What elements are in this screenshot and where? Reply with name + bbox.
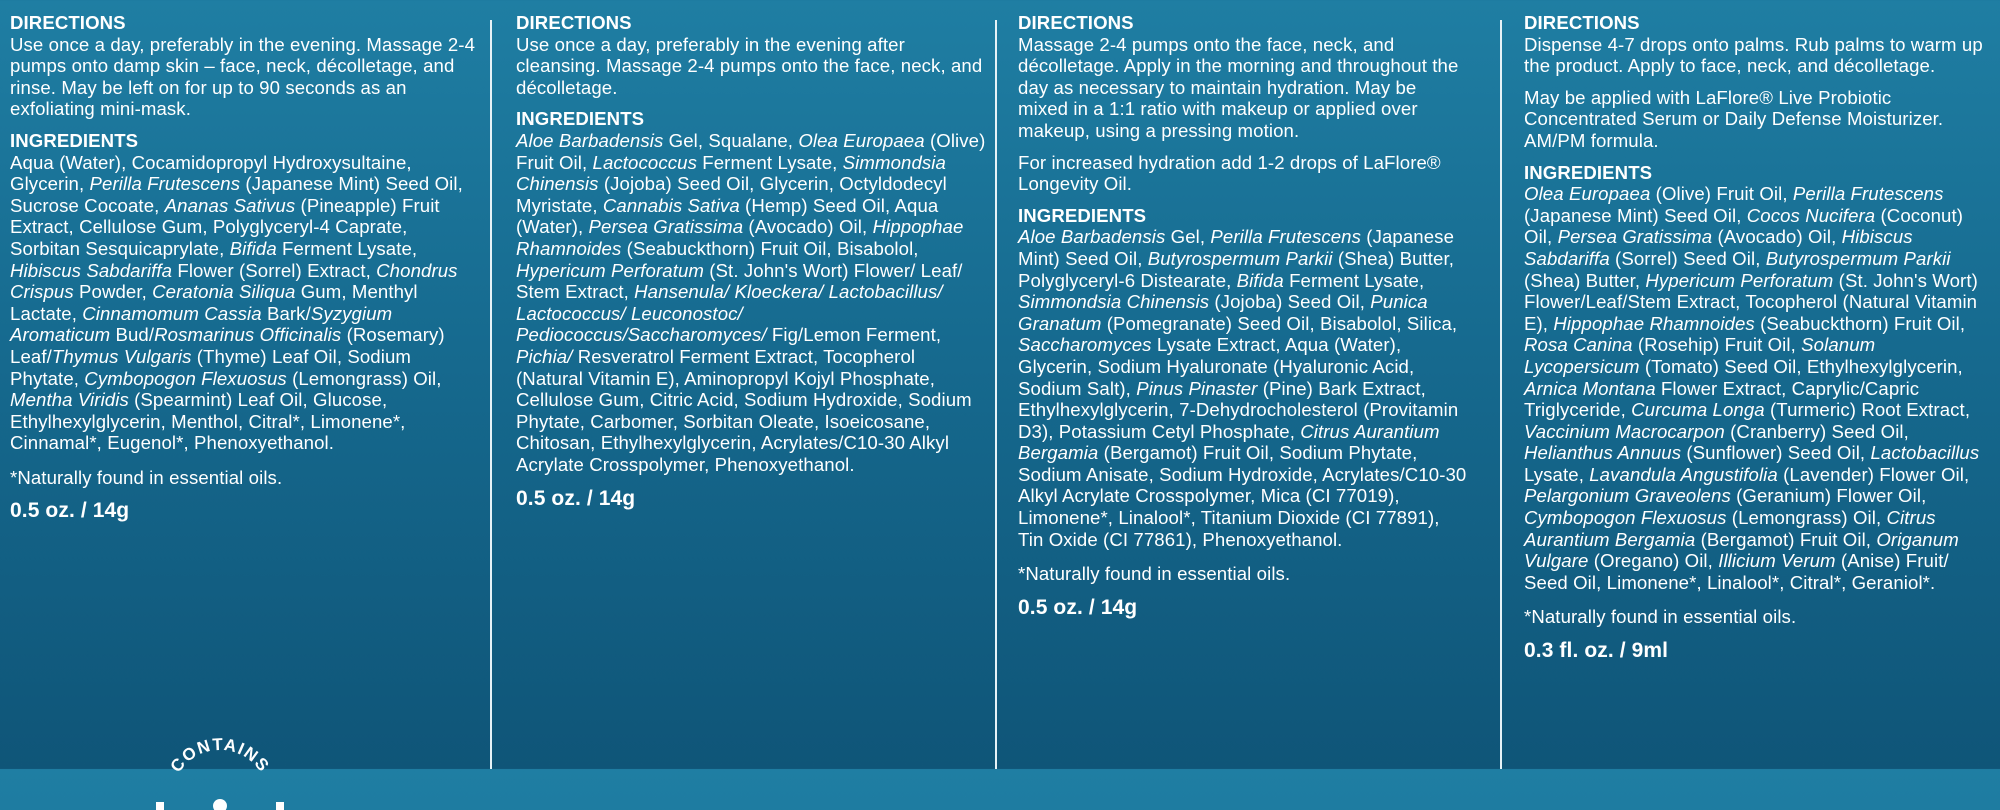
ingredient-text: Bark/ bbox=[261, 302, 311, 324]
svg-text:CONTAINS bbox=[167, 735, 274, 776]
column-divider bbox=[490, 20, 492, 769]
botanical-name: Chondrus Crispus bbox=[10, 259, 458, 303]
botanical-name: Arnica Montana bbox=[1524, 377, 1656, 399]
ingredient-text: Powder, bbox=[73, 281, 153, 303]
contains-badge-icon bbox=[150, 720, 290, 810]
ingredient-text: Gel, Squalane, bbox=[663, 129, 799, 151]
ingredient-text: (Pineapple) Fruit Extract, Cellulose Gum, Polyglyceryl-4 Caprate, Sorbitan Sesquicaprylate, bbox=[10, 194, 440, 259]
ingredient-text: (Shea) Butter, Polyglyceryl-6 Distearate, bbox=[1018, 247, 1455, 291]
ingredients-heading: INGREDIENTS bbox=[1524, 161, 1653, 183]
ingredients-heading: INGREDIENTS bbox=[1018, 204, 1147, 226]
ingredient-text: Ferment Lysate, bbox=[1283, 269, 1425, 291]
ingredient-text: Gum, Menthyl Lactate, bbox=[10, 281, 418, 324]
botanical-name: Cymbopogon Flexuosus bbox=[84, 367, 287, 389]
ingredient-text: (Rosemary) Leaf/ bbox=[10, 324, 445, 367]
ingredient-text: Bud/ bbox=[110, 324, 155, 346]
ingredient-text: (Jojoba) Seed Oil, bbox=[1209, 291, 1371, 313]
ingredient-text: (Japanese Mint) Seed Oil, bbox=[1524, 204, 1747, 226]
ingredient-text: (Olive) Fruit Oil, bbox=[1650, 183, 1793, 205]
ingredient-text: Fig/Lemon Ferment, bbox=[766, 324, 942, 346]
botanical-name: Saccharomyces bbox=[1018, 334, 1152, 356]
ingredient-text: (Rosehip) Fruit Oil, bbox=[1632, 334, 1802, 356]
ingredient-text: (Sunflower) Seed Oil, bbox=[1681, 442, 1871, 464]
ingredient-text: (Oregano) Oil, bbox=[1588, 550, 1719, 572]
botanical-name: Origanum Vulgare bbox=[1524, 528, 1959, 572]
botanical-name: Lavandula Angustifolia bbox=[1589, 463, 1778, 485]
botanical-name: Hypericum Perforatum bbox=[516, 259, 704, 281]
ingredient-text: Lysate, bbox=[1524, 463, 1590, 485]
botanical-name: Thymus Vulgaris bbox=[51, 345, 192, 367]
ingredient-text: (Jojoba) Seed Oil, Glycerin, Octyldodecyl Myristate, bbox=[516, 173, 947, 216]
ingredient-text: (Shea) Butter, bbox=[1524, 269, 1646, 291]
ingredient-text: (Spearmint) Leaf Oil, Glucose, Ethylhexylglycerin, Menthol, Citral*, Limonene*, Cinnamal*, Eugenol*, Phenoxyethanol. bbox=[10, 389, 406, 454]
pairing-tip: May be applied with LaFlore® Live Probiotic Concentrated Serum or Daily Defense Moisturizer. AM/PM formula. bbox=[1524, 86, 1944, 151]
ingredient-text: (Bergamot) Fruit Oil, bbox=[1695, 528, 1877, 550]
ingredient-text: (St. John's Wort) Flower/Leaf/Stem Extract, Tocopherol (Natural Vitamin E), bbox=[1524, 269, 1978, 334]
column-4 bbox=[1524, 12, 1996, 662]
botanical-name: Cannabis Sativa bbox=[602, 194, 740, 216]
column-2 bbox=[516, 12, 986, 510]
botanical-name: Perilla Frutescens bbox=[1210, 226, 1362, 248]
botanical-name: Bifida bbox=[229, 237, 277, 259]
botanical-name: Aloe Barbadensis bbox=[516, 129, 664, 151]
ingredients-text bbox=[10, 152, 480, 454]
ingredient-text: (Seabuckthorn) Fruit Oil, bbox=[1754, 312, 1966, 334]
ingredient-text: Resveratrol Ferment Extract, Tocopherol (Natural Vitamin E), Aminopropyl Kojyl Phosphate, Cellulose Gum, Citric Acid, Sodium Hydroxide, Sodium Phytate, Carbomer, Sorbitan Oleate, Isoeicosane, Chitosan, Ethylhexylglycerin, Acrylates/C10-30 Alkyl Acrylate Crosspolymer, Phenoxyethanol. bbox=[516, 345, 972, 475]
column-1 bbox=[10, 12, 480, 522]
badge-label: CONTAINS bbox=[166, 734, 274, 776]
ingredient-text: Ferment Lysate, bbox=[276, 237, 418, 259]
botanical-name: Persea Gratissima bbox=[1557, 226, 1713, 248]
ingredients-text bbox=[516, 130, 986, 476]
product-size: 0.5 oz. / 14g bbox=[516, 487, 636, 511]
botanical-name: Simmondsia Chinensis bbox=[1018, 291, 1210, 313]
ingredients-heading: INGREDIENTS bbox=[516, 108, 645, 130]
botanical-name: Olea Europaea bbox=[798, 129, 925, 151]
essential-oils-note: *Naturally found in essential oils. bbox=[10, 466, 283, 488]
botanical-name: Cocos Nucifera bbox=[1746, 204, 1876, 226]
essential-oils-note: *Naturally found in essential oils. bbox=[1018, 563, 1291, 585]
botanical-name: Bifida bbox=[1236, 269, 1284, 291]
botanical-name: Hippophae Rhamnoides bbox=[516, 216, 964, 259]
botanical-name: Mentha Viridis bbox=[10, 389, 129, 411]
botanical-name: Perilla Frutescens bbox=[1792, 183, 1944, 205]
botanical-name: Lactococcus bbox=[592, 151, 697, 173]
column-divider bbox=[1500, 20, 1502, 769]
ingredient-text: (Geranium) Flower Oil, bbox=[1730, 485, 1927, 507]
ingredient-text: (Coconut) Oil, bbox=[1524, 204, 1964, 248]
directions-heading: DIRECTIONS bbox=[1018, 12, 1134, 33]
essential-oils-note: *Naturally found in essential oils. bbox=[1524, 606, 1797, 628]
botanical-name: Solanum Lycopersicum bbox=[1524, 334, 1876, 377]
column-3 bbox=[1018, 12, 1468, 618]
botanical-name: Rosa Canina bbox=[1524, 334, 1633, 356]
botanical-name: Simmondsia Chinensis bbox=[516, 151, 946, 195]
botanical-name: Hibiscus Sabdariffa bbox=[10, 259, 173, 281]
botanical-name: Pichia/ bbox=[516, 345, 573, 367]
column-divider bbox=[995, 20, 997, 769]
ingredient-text: (Anise) Fruit/ Seed Oil, Limonene*, Linalool*, Citral*, Geraniol*. bbox=[1524, 550, 1949, 593]
ingredient-text: (Japanese Mint) Seed Oil, Sucrose Cocoate, bbox=[10, 173, 463, 216]
directions-text: Use once a day, preferably in the evening. Massage 2-4 pumps onto damp skin – face, neck, décolletage, and rinse. May be left on for up to 90 seconds as an exfoliating mini-mask. bbox=[10, 33, 476, 120]
botanical-name: Ananas Sativus bbox=[164, 194, 296, 216]
ingredients-text bbox=[1524, 183, 1996, 593]
ingredient-text: Ferment Lysate, bbox=[696, 151, 843, 173]
directions-heading: DIRECTIONS bbox=[10, 12, 126, 33]
botanical-name: Citrus Aurantium Bergamia bbox=[1524, 507, 1936, 550]
botanical-name: Punica Granatum bbox=[1018, 291, 1428, 334]
ingredient-text: (Avocado) Oil, bbox=[1712, 226, 1842, 248]
botanical-name: Pinus Pinaster bbox=[1136, 377, 1258, 399]
botanical-name: Cinnamomum Cassia bbox=[82, 302, 262, 324]
ingredient-text: Flower (Sorrel) Extract, bbox=[172, 259, 377, 281]
ingredient-text: (Cranberry) Seed Oil, bbox=[1724, 420, 1909, 442]
hydration-tip: For increased hydration add 1-2 drops of LaFlore® Longevity Oil. bbox=[1018, 151, 1441, 195]
directions-heading: DIRECTIONS bbox=[516, 12, 632, 33]
botanical-name: Olea Europaea bbox=[1524, 183, 1651, 205]
ingredient-text: (Japanese Mint) Seed Oil, bbox=[1018, 226, 1455, 269]
product-size: 0.3 fl. oz. / 9ml bbox=[1524, 639, 1669, 663]
ingredient-text: (Pine) Bark Extract, Ethylhexylglycerin, 7-Dehydrocholesterol (Provitamin D3), Potassium Cetyl Phosphate, bbox=[1018, 377, 1459, 442]
botanical-name: Aloe Barbadensis bbox=[1018, 226, 1166, 248]
ingredient-text: Aqua (Water), Cocamidopropyl Hydroxysultaine, Glycerin, bbox=[10, 151, 412, 195]
ingredient-text: (Hemp) Seed Oil, Aqua (Water), bbox=[516, 194, 939, 238]
ingredient-text: (Thyme) Leaf Oil, Sodium Phytate, bbox=[10, 345, 411, 389]
ingredients-text bbox=[1018, 226, 1468, 550]
botanical-name: Butyrospermum Parkii bbox=[1147, 247, 1333, 269]
ingredients-heading: INGREDIENTS bbox=[10, 129, 139, 151]
botanical-name: Cymbopogon Flexuosus bbox=[1524, 507, 1727, 529]
ingredient-text: (Seabuckthorn) Fruit Oil, Bisabolol, bbox=[621, 237, 919, 259]
botanical-name: Helianthus Annuus bbox=[1524, 442, 1682, 464]
ingredient-text: (Turmeric) Root Extract, bbox=[1764, 399, 1971, 421]
botanical-name: Perilla Frutescens bbox=[89, 173, 241, 195]
botanical-name: Curcuma Longa bbox=[1631, 399, 1765, 421]
directions-text: Use once a day, preferably in the evening after cleansing. Massage 2-4 pumps onto the face, neck, and décolletage. bbox=[516, 33, 983, 98]
ingredient-text: (Bergamot) Fruit Oil, Sodium Phytate, Sodium Anisate, Sodium Hydroxide, Acrylates/C10-30 Alkyl Acrylate Crosspolymer, Mica (CI 77019), Limonene*, Linalool*, Titanium Dioxide (CI 77891), Tin Oxide (CI 77861), Phenoxyethanol. bbox=[1018, 442, 1467, 550]
botanical-name: Lactobacillus bbox=[1870, 442, 1980, 464]
ingredient-text: (Sorrel) Seed Oil, bbox=[1609, 247, 1766, 269]
botanical-name: Hansenula/ Kloeckera/ Lactobacillus/ Lactococcus/ Leuconostoc/ Pediococcus/Saccharomyces/ bbox=[516, 281, 943, 346]
ingredient-text: (Olive) Fruit Oil, bbox=[516, 129, 986, 173]
ingredient-text: (Pomegranate) Seed Oil, Bisabolol, Silica, bbox=[1101, 312, 1458, 334]
botanical-name: Hypericum Perforatum bbox=[1645, 269, 1834, 291]
ingredient-text: (St. John's Wort) Flower/ Leaf/ Stem Extract, bbox=[516, 259, 963, 303]
ingredient-text: Lysate Extract, Aqua (Water), Glycerin, Sodium Hyaluronate (Hyaluronic Acid, Sodium Salt), bbox=[1018, 334, 1415, 399]
directions-text: Massage 2-4 pumps onto the face, neck, and décolletage. Apply in the morning and throughout the day as necessary to maintain hydration. May be mixed in a 1:1 ratio with makeup or applied over makeup, using a pressing motion. bbox=[1018, 33, 1459, 141]
botanical-name: Persea Gratissima bbox=[588, 216, 744, 238]
ingredient-text: Gel, bbox=[1165, 226, 1211, 248]
directions-heading: DIRECTIONS bbox=[1524, 12, 1640, 33]
botanical-name: Butyrospermum Parkii bbox=[1765, 247, 1951, 269]
product-size: 0.5 oz. / 14g bbox=[10, 499, 130, 523]
ingredient-text: (Lemongrass) Oil, bbox=[1726, 507, 1887, 529]
botanical-name: Vaccinium Macrocarpon bbox=[1524, 420, 1725, 442]
botanical-name: Illicium Verum bbox=[1718, 550, 1836, 572]
botanical-name: Rosmarinus Officinalis bbox=[154, 324, 342, 346]
ingredient-text: (Tomato) Seed Oil, Ethylhexylglycerin, bbox=[1639, 355, 1963, 377]
directions-text: Dispense 4-7 drops onto palms. Rub palms to warm up the product. Apply to face, neck, and décolletage. bbox=[1524, 33, 1983, 77]
botanical-name: Syzygium Aromaticum bbox=[10, 302, 393, 346]
ingredient-text: (Avocado) Oil, bbox=[743, 216, 873, 238]
ingredient-text: Flower Extract, Caprylic/Capric Triglyceride, bbox=[1524, 377, 1920, 421]
botanical-name: Hippophae Rhamnoides bbox=[1553, 312, 1755, 334]
ingredient-text: (Lavender) Flower Oil, bbox=[1777, 463, 1970, 485]
product-size: 0.5 oz. / 14g bbox=[1018, 595, 1138, 619]
ingredient-text: (Lemongrass) Oil, bbox=[286, 367, 442, 389]
botanical-name: Citrus Aurantium Bergamia bbox=[1018, 420, 1440, 464]
botanical-name: Pelargonium Graveolens bbox=[1524, 485, 1731, 507]
botanical-name: Hibiscus Sabdariffa bbox=[1524, 226, 1913, 269]
botanical-name: Ceratonia Siliqua bbox=[152, 281, 296, 303]
